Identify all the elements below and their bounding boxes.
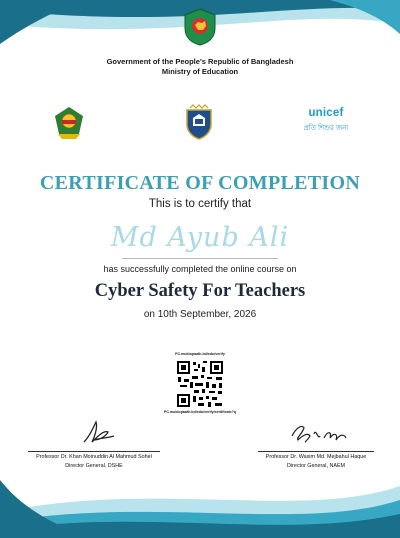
signature-right-icon <box>288 420 350 446</box>
signatory-left-name: Professor Dr. Khan Moinuddin Al Mahmud Sohel <box>36 454 152 460</box>
qr-caption-top: PC.muktopaath.bd/edu/verify <box>175 352 225 356</box>
signatory-left-title: Director General, DSHE <box>65 463 123 469</box>
signature-left-icon <box>80 418 116 446</box>
bangladesh-emblem-icon <box>182 8 218 46</box>
recipient-underline <box>122 258 278 259</box>
certify-text: This is to certify that <box>148 198 252 210</box>
signature-line-right <box>258 451 374 452</box>
ministry-title: Ministry of Education <box>161 67 239 76</box>
qr-caption-bottom: PC.muktopaath.bd/edu/verify/certificate?q <box>163 410 237 414</box>
naem-crest-icon <box>181 104 217 140</box>
signatory-right-name: Professor Dr. Wasim Md. Mejbahul Haque <box>265 454 367 460</box>
dshe-emblem-icon <box>52 106 86 140</box>
government-title: Government of the People's Republic of Bangladesh <box>106 57 294 66</box>
unicef-logo <box>296 107 356 134</box>
course-title: Cyber Safety For Teachers <box>94 281 306 301</box>
signature-line-left <box>28 451 160 452</box>
completion-text: has successfully completed the online course on <box>103 264 297 274</box>
completion-date: on 10th September, 2026 <box>143 309 257 320</box>
recipient-name: Md Ayub Ali <box>110 222 290 253</box>
signatory-right-title: Director General, NAEM <box>286 463 346 469</box>
unicef-wordmark: unicef <box>308 107 344 119</box>
certificate-title: CERTIFICATE OF COMPLETION <box>39 172 361 194</box>
verification-qr-code-icon[interactable] <box>176 360 224 408</box>
unicef-subtitle: প্রতি শিশুর জন্য <box>303 125 349 132</box>
